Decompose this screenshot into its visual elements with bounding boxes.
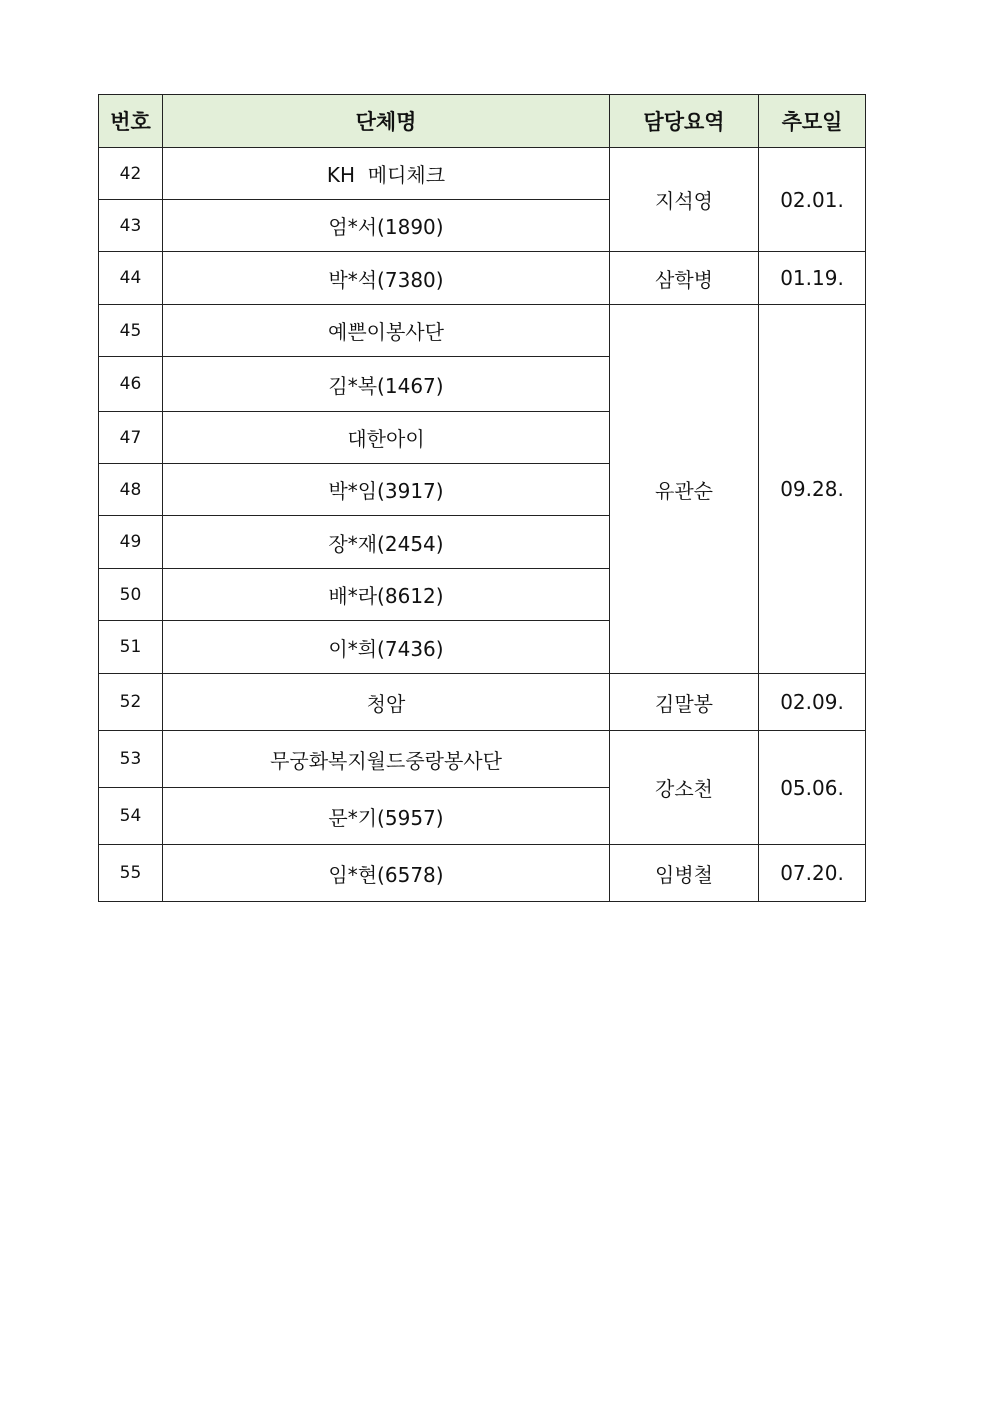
staff-name: 김말봉: [610, 674, 759, 731]
memorial-date: 05.06.: [759, 731, 866, 845]
memorial-date: 02.09.: [759, 674, 866, 731]
organization-name: 문*기(5957): [163, 788, 610, 845]
row-number: 47: [99, 412, 163, 464]
memorial-date: 07.20.: [759, 845, 866, 902]
row-number: 48: [99, 464, 163, 516]
organization-name: 무궁화복지월드중랑봉사단: [163, 731, 610, 788]
organization-name: 청암: [163, 674, 610, 731]
memorial-date: 01.19.: [759, 252, 866, 305]
staff-name: 삼학병: [610, 252, 759, 305]
row-number: 50: [99, 569, 163, 621]
organization-name: 배*라(8612): [163, 569, 610, 621]
header-organization-name: 단체명: [163, 95, 610, 148]
header-staff: 담당요역: [610, 95, 759, 148]
row-number: 52: [99, 674, 163, 731]
table-row: [99, 845, 866, 902]
header-memorial-date: 추모일: [759, 95, 866, 148]
organization-name: 예쁜이봉사단: [163, 305, 610, 357]
table-row: [99, 148, 866, 200]
row-number: 54: [99, 788, 163, 845]
staff-name: 지석영: [610, 148, 759, 252]
table-row: [99, 305, 866, 357]
organization-name: 엄*서(1890): [163, 200, 610, 252]
organization-name: 이*희(7436): [163, 621, 610, 674]
memorial-date: 09.28.: [759, 305, 866, 674]
organization-name: 김*복(1467): [163, 357, 610, 412]
row-number: 53: [99, 731, 163, 788]
organization-name: KH 메디체크: [163, 148, 610, 200]
organization-name: 임*현(6578): [163, 845, 610, 902]
row-number: 49: [99, 516, 163, 569]
organization-name: 대한아이: [163, 412, 610, 464]
organization-name: 박*임(3917): [163, 464, 610, 516]
row-number: 44: [99, 252, 163, 305]
memorial-date: 02.01.: [759, 148, 866, 252]
header-row: [99, 95, 866, 148]
header-number: 번호: [99, 95, 163, 148]
organization-name: 장*재(2454): [163, 516, 610, 569]
staff-name: 임병철: [610, 845, 759, 902]
staff-name: 강소천: [610, 731, 759, 845]
table-row: [99, 674, 866, 731]
row-number: 45: [99, 305, 163, 357]
staff-name: 유관순: [610, 305, 759, 674]
row-number: 43: [99, 200, 163, 252]
table-row: [99, 252, 866, 305]
row-number: 51: [99, 621, 163, 674]
memorial-table: [98, 94, 866, 902]
organization-name: 박*석(7380): [163, 252, 610, 305]
table-row: [99, 731, 866, 788]
row-number: 42: [99, 148, 163, 200]
row-number: 55: [99, 845, 163, 902]
row-number: 46: [99, 357, 163, 412]
